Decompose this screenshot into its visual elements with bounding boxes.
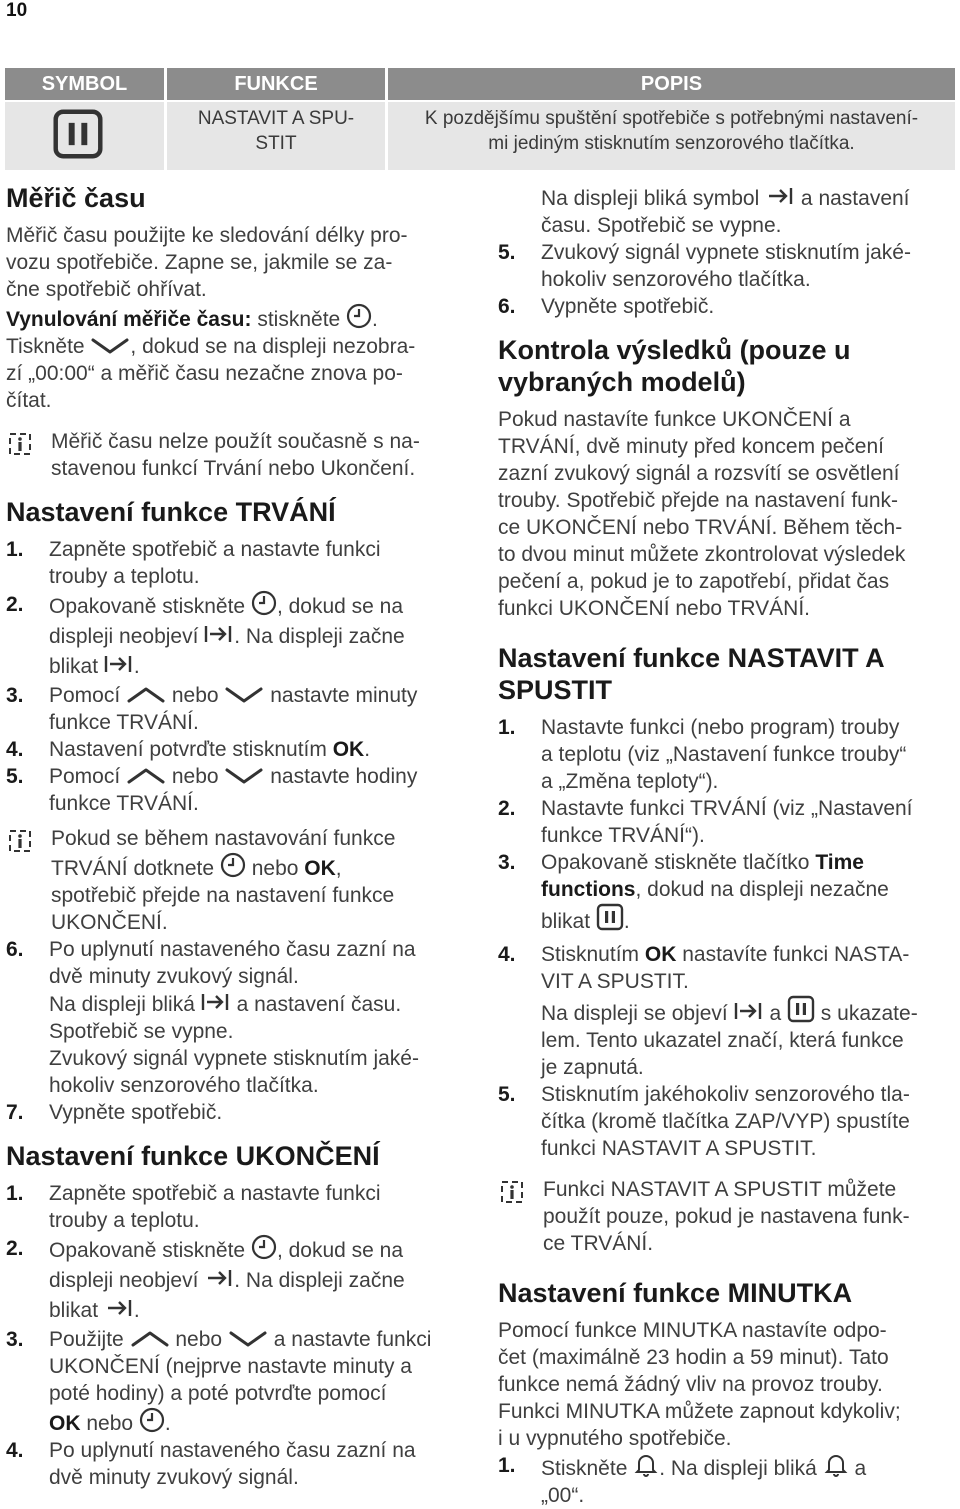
chevron-down-icon — [228, 1329, 268, 1349]
page-number: 10 — [6, 0, 28, 21]
left-column: Měřič času Měřič času použijte ke sledování délky pro- vozu spotřebiče. Zapne se, jakmile se za- čne spotřebič ohřívat. Vynulování měřiče času: stiskněte . Tiskněte , dokud se na displeji nezobra- zí „00:00“ a měřič času nezačne znova po- čítat. Měřič času nelze použít současně s na- stavenou funkcí Trvání nebo Ukončení. Nastavení funkce TRVÁNÍ 1. Zapněte spotřebič a nastavte funkci trouby a teplotu. 2. Opakovaně stiskněte , dokud se na displeji neobjeví . Na displeji začne blikat . 3. Pomocí nebo nastavte minuty funkce TRVÁNÍ. 4. Nastavení potvrďte stisknutím OK. 5. Pomocí nebo nastavte hodiny funkce TRVÁNÍ. Pokud se během nastavování funkce TRVÁNÍ dotknete nebo OK, spotřebič přejde na nastavení funkce UKONČENÍ. 6. Po uplynutí nastaveného času zazní na dvě minuty zvukový signál. Na displeji bliká a nastavení času. Spotřebič se vypne. Zvukový signál vypnete stisknutím jaké- hokoliv senzorového tlačítka. 7. Vypněte spotřebič. Nastavení funkce UKONČENÍ 1. Zapněte spotřebič a nastavte funkci trouby a teplotu. 2. Opakovaně stiskněte , dokud se na displeji neobjeví . Na displeji začne blikat . 3. Použijte nebo a nastavte funkci UKONČENÍ (nejprve nastavte minuty a poté hodiny) a poté potvrďte pomocí OK nebo . 4. Po uplynutí nastaveného času zazní na dvě minuty zvukový signál. — [6, 182, 466, 1491]
section-title-meric: Měřič času — [6, 183, 146, 213]
clock-icon — [220, 852, 246, 878]
list-item: 6. Po uplynutí nastaveného času zazní na dvě minuty zvukový signál. Na displeji bliká a nastavení času. Spotřebič se vypne. Zvukový signál vypnete stisknutím jaké- hokoliv senzorového tlačítka. — [6, 938, 419, 1097]
list-item: 4. Nastavení potvrďte stisknutím OK. — [6, 738, 371, 761]
list-item: 1. Zapněte spotřebič a nastavte funkci trouby a teplotu. — [6, 1182, 381, 1232]
section-title-nastavit: Nastavení funkce NASTAVIT A SPUSTIT — [498, 643, 885, 705]
pause-square-icon — [52, 108, 104, 160]
bell-icon — [823, 1452, 849, 1478]
info-note: Funkci NASTAVIT A SPUSTIT můžete použít pouze, pokud je nastavena funk- ce TRVÁNÍ. — [498, 1176, 958, 1257]
chevron-down-icon — [224, 685, 264, 705]
chevron-down-icon — [90, 336, 130, 356]
section-title-kontrola: Kontrola výsledků (pouze u vybraných modelů) — [498, 335, 851, 397]
list-item: 1. Nastavte funkci (nebo program) trouby a teplotu (viz „Nastavení funkce trouby“ a „Změna teploty“). — [498, 716, 907, 793]
list-item: 7. Vypněte spotřebič. — [6, 1101, 223, 1124]
info-icon — [6, 827, 34, 855]
list-item: 3. Opakovaně stiskněte tlačítko Time functions, dokud na displeji nezačne blikat . — [498, 851, 889, 933]
info-icon — [6, 430, 34, 458]
chevron-down-icon — [224, 766, 264, 786]
list-item: 2. Opakovaně stiskněte , dokud se na displeji neobjeví . Na displeji začne blikat . — [6, 590, 466, 682]
bell-icon — [633, 1452, 659, 1478]
chevron-up-icon — [126, 685, 166, 705]
table-header-funkce: FUNKCE — [167, 68, 385, 100]
duration-icon — [104, 652, 134, 676]
list-item: 5. Stisknutím jakéhokoliv senzorového tla- čítka (kromě tlačítka ZAP/VYP) spustíte funkci NASTAVIT A SPUSTIT. — [498, 1083, 910, 1160]
list-item: 1. Stiskněte . Na displeji bliká a „00“. — [498, 1454, 867, 1507]
end-time-icon — [104, 1296, 134, 1320]
duration-icon — [734, 999, 764, 1023]
list-item: 3. Pomocí nebo nastavte minuty funkce TRVÁNÍ. — [6, 684, 418, 734]
section-title-trvani: Nastavení funkce TRVÁNÍ — [6, 497, 336, 527]
list-item: 5. Zvukový signál vypnete stisknutím jaké- hokoliv senzorového tlačítka. — [498, 241, 911, 291]
list-item: 5. Pomocí nebo nastavte hodiny funkce TRVÁNÍ. — [6, 765, 418, 815]
table-funkce-text: NASTAVIT A SPU- STIT — [197, 108, 355, 154]
clock-icon — [139, 1407, 165, 1433]
table-header-symbol: SYMBOL — [5, 68, 164, 100]
list-item: 1. Zapněte spotřebič a nastavte funkci trouby a teplotu. — [6, 538, 381, 588]
section-title-ukonceni: Nastavení funkce UKONČENÍ — [6, 1141, 380, 1171]
info-icon — [498, 1178, 526, 1206]
end-time-icon — [765, 184, 795, 208]
clock-icon — [251, 1234, 277, 1260]
chevron-up-icon — [130, 1329, 170, 1349]
info-note: Pokud se během nastavování funkce TRVÁNÍ dotknete nebo OK, spotřebič přejde na nastavení funkce UKONČENÍ. — [6, 825, 466, 936]
chevron-up-icon — [126, 766, 166, 786]
duration-icon — [201, 990, 231, 1014]
end-time-icon — [204, 1266, 234, 1290]
list-item: Na displeji bliká symbol a nastavení času. Spotřebič se vypne. — [498, 184, 958, 239]
pause-square-icon — [787, 995, 815, 1023]
list-item: 2. Opakovaně stiskněte , dokud se na displeji neobjeví . Na displeji začne blikat . — [6, 1234, 466, 1326]
table-header-popis: POPIS — [388, 68, 955, 100]
pause-square-icon — [596, 903, 624, 931]
section-title-minutka: Nastavení funkce MINUTKA — [498, 1278, 853, 1308]
list-item: 4. Stisknutím OK nastavíte funkci NASTA- VIT A SPUSTIT. Na displeji se objeví a s ukazate- lem. Tento ukazatel značí, která funkce je zapnutá. — [498, 943, 918, 1079]
list-item: 4. Po uplynutí nastaveného času zazní na dvě minuty zvukový signál. — [6, 1439, 416, 1489]
duration-icon — [204, 622, 234, 646]
info-note: Měřič času nelze použít současně s na- stavenou funkcí Trvání nebo Ukončení. — [6, 428, 466, 482]
clock-icon — [251, 590, 277, 616]
list-item: 3. Použijte nebo a nastavte funkci UKONČENÍ (nejprve nastavte minuty a poté hodiny) a poté potvrďte pomocí OK nebo . — [6, 1328, 432, 1435]
list-item: 2. Nastavte funkci TRVÁNÍ (viz „Nastavení funkce TRVÁNÍ“). — [498, 797, 913, 847]
list-item: 6. Vypněte spotřebič. — [498, 295, 715, 318]
table-popis-text: K pozdějšímu spuštění spotřebiče s potřebnými nastavení- mi jediným stisknutím senzorového tlačítka. — [424, 108, 919, 154]
right-column: Na displeji bliká symbol a nastavení času. Spotřebič se vypne. 5. Zvukový signál vypnete stisknutím jaké- hokoliv senzorového tlačítka. 6. Vypněte spotřebič. Kontrola výsledků (pouze u vybraných modelů) Pokud nastavíte funkce UKONČENÍ a TRVÁNÍ, dvě minuty před koncem pečení zazní zvukový signál a rozsvítí se osvětlení trouby. Spotřebič přejde na nastavení funk- ce UKONČENÍ nebo TRVÁNÍ. Během těch- to dvou minut můžete zkontrolovat výsledek pečení a, pokud je to zapotřebí, přidat čas funkci UKONČENÍ nebo TRVÁNÍ. Nastavení funkce NASTAVIT A SPUSTIT 1. Nastavte funkci (nebo program) trouby a teplotu (viz „Nastavení funkce trouby“ a „Změna teploty“). 2. Nastavte funkci TRVÁNÍ (viz „Nastavení funkce TRVÁNÍ“). 3. Opakovaně stiskněte tlačítko Time functions, dokud na displeji nezačne blikat . 4. Stisknutím OK nastavíte funkci NASTA- VIT A SPUSTIT. Na displeji se objeví a s ukazate- lem. Tento ukazatel značí, která funkce je zapnutá. 5. Stisknutím jakéhokoliv senzorového tla- čítka (kromě tlačítka ZAP/VYP) spustíte funkci NASTAVIT A SPUSTIT. Funkci NASTAVIT A SPUSTIT můžete použít pouze, pokud je nastavena funk- ce TRVÁNÍ. Nastavení funkce MINUTKA Pomocí funkce MINUTKA nastavíte odpo- čet (maximálně 23 hodin a 59 minut). Tato funkce nemá žádný vliv na provoz trouby. Funkci MINUTKA můžete zapnout kdykoliv; i u vypnutého spotřebiče. 1. Stiskněte . Na displeji bliká a „00“. — [498, 184, 958, 1509]
clock-icon — [346, 303, 372, 329]
